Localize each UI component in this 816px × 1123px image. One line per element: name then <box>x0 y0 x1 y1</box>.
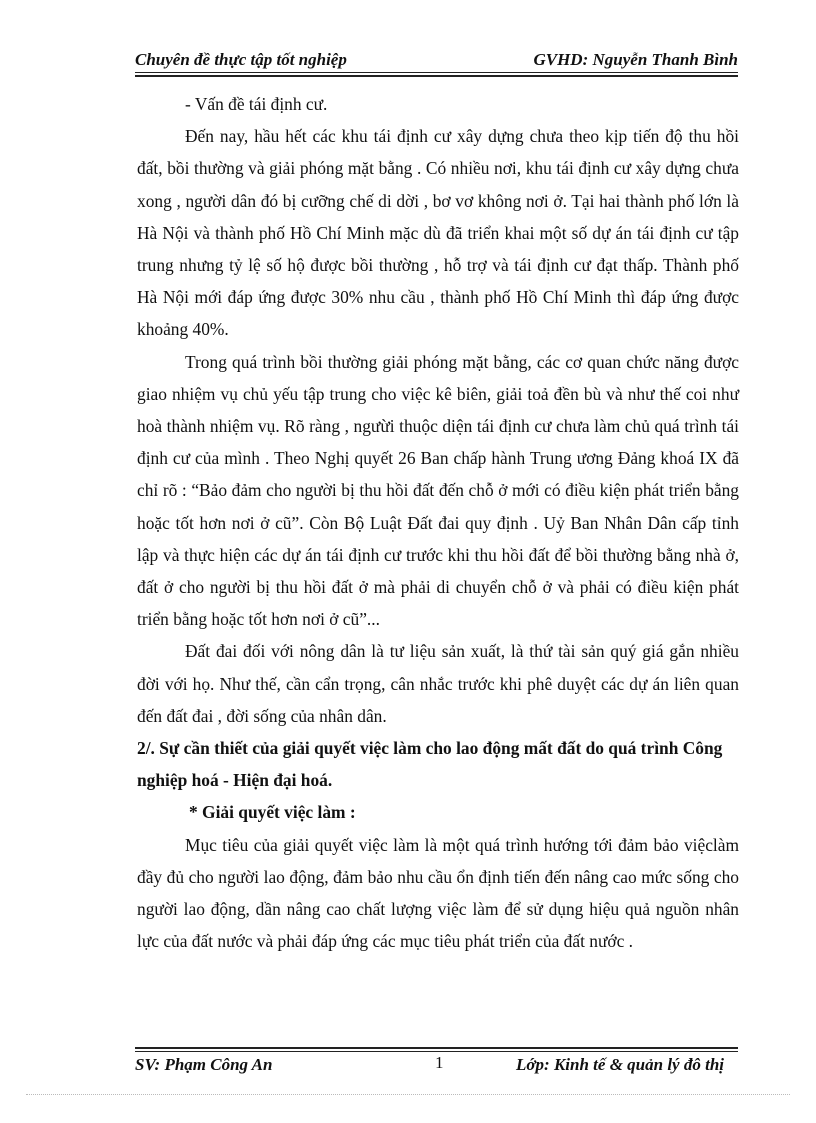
footer-right: Lớp: Kinh tế & quản lý đô thị <box>516 1055 724 1074</box>
bullet-resettlement: - Vấn đề tái định cư. <box>185 94 328 114</box>
sub-heading: * Giải quyết việc làm : <box>189 802 356 823</box>
page-footer <box>135 1055 738 1077</box>
page-number: 1 <box>435 1053 444 1072</box>
paragraph-3: Đất đai đối với nông dân là tư liệu sản xuất, là thứ tài sản quý giá gắn nhiều đời với họ. Như thế, cần cẩn trọng, cân nhắc trước khi phê duyệt các dự án liên quan đến đất đai , đời sống của nhân dân. <box>137 641 739 726</box>
footer-rule-thick <box>135 1047 738 1049</box>
header-rule-thick <box>135 75 738 77</box>
header-rule-thin <box>135 72 738 73</box>
header-left: Chuyên đề thực tập tốt nghiệp <box>135 50 347 69</box>
paragraph-4: Mục tiêu của giải quyết việc làm là một quá trình hướng tới đảm bảo việclàm đầy đủ cho người lao động, đảm bảo nhu cầu ổn định tiến đến nâng cao mức sống cho người lao động, dần nâng cao chất lượng việc làm để sử dụng hiệu quả nguồn nhân lực của đất nước và phải đáp ứng các mục tiêu phát triển của đất nước . <box>137 834 739 952</box>
document-body <box>137 88 739 957</box>
header-right: GVHD: Nguyễn Thanh Bình <box>533 50 738 69</box>
section-heading: 2/. Sự cần thiết của giải quyết việc làm cho lao động mất đất do quá trình Công nghiệp hoá - Hiện đại hoá. <box>137 738 723 791</box>
paragraph-2: Trong quá trình bồi thường giải phóng mặt bằng, các cơ quan chức năng được giao nhiệm vụ chủ yếu tập trung cho việc kê biên, giải toả đền bù và như thế coi như hoà thành nhiệm vụ. Rõ ràng , ngưừi thuộc diện tái định cư chưa làm chủ quá trình tái định cư của mình . Theo Nghị quyết 26 Ban chấp hành Trung ương Đảng khoá IX đã chỉ rõ : “Bảo đảm cho người bị thu hồi đất đến chỗ ở mới có điều kiện phát triển bằng hoặc tốt hơn nơi ở cũ”. Còn Bộ Luật Đất đai quy định . Uỷ Ban Nhân Dân cấp tỉnh lập và thực hiện các dự án tái định cư trước khi thu hồi đất để bồi thường bằng nhà ở, đất ở cho người bị thu hồi đất ở mà phải di chuyển chỗ ở và phải có điều kiện phát triển bằng hoặc tốt hơn nơi ở cũ”... <box>137 351 739 630</box>
footer-left: SV: Phạm Công An <box>135 1055 273 1074</box>
footer-rule-thin <box>135 1051 738 1052</box>
page-edge-dotted-line <box>26 1094 790 1095</box>
paragraph-1: Đến nay, hầu hết các khu tái định cư xây dựng chưa theo kịp tiến độ thu hồi đất, bồi thường và giải phóng mặt bằng . Có nhiều nơi, khu tái định cư xây dựng chưa xong , người dân đó bị cưỡng chế di dời , bơ vơ không nơi ở. Tại hai thành phố lớn là Hà Nội và thành phố Hồ Chí Minh mặc dù đã triển khai một số dự án tái định cư tập trung nhưng tỷ lệ số hộ được bồi thường , hỗ trợ và tái định cư đạt thấp. Thành phố Hà Nội mới đáp ứng được 30% nhu cầu , thành phố Hồ Chí Minh thì đáp ứng được khoảng 40%. <box>137 126 739 340</box>
page-header <box>135 50 738 72</box>
